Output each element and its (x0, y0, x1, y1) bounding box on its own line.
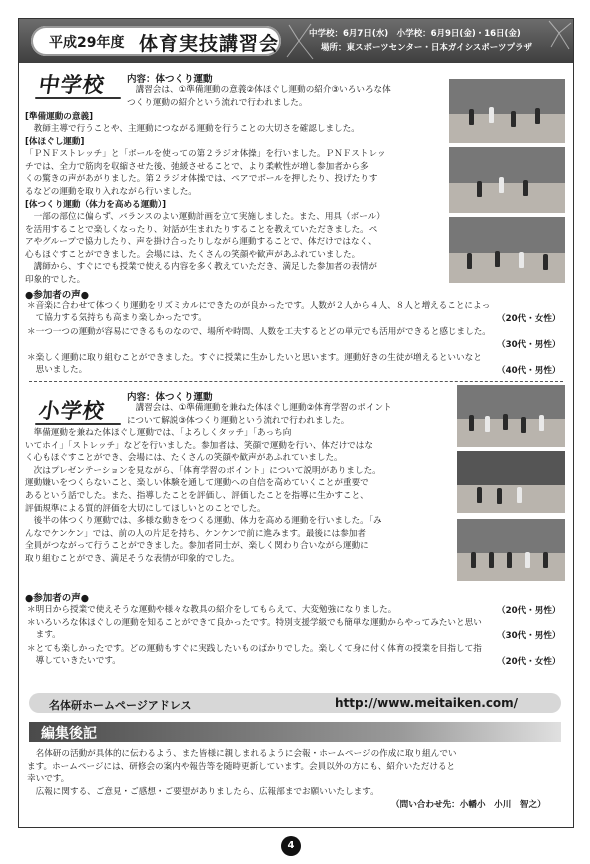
elementary-voice-2: ＊いろいろな体ほぐしの運動を知ることができて良かったです。特別支援学級でも簡単な運動からやってみたいと思い ます。 (27, 618, 482, 640)
homepage-url-link[interactable]: http://www.meitaiken.com/ (335, 696, 519, 710)
elementary-voice-2-attr: （30代・男性） (497, 631, 561, 641)
fitness-heading: [体つくり運動（体力を高める運動）] (25, 200, 167, 210)
junior-high-voice-2-attr: （30代・男性） (497, 340, 561, 350)
elementary-content-title: 内容：体つくり運動 (127, 392, 213, 403)
header-dates: 中学校：6月7日(水) 小学校：6月9日(金)・16日(金) (309, 29, 521, 39)
section-divider (29, 381, 563, 382)
elementary-voice-1-attr: （20代・男性） (497, 606, 561, 616)
header-banner (19, 19, 573, 63)
header-title-box (31, 26, 281, 56)
elementary-voice-3: ＊とても楽しかったです。どの運動もすぐに実践したいものばかりでした。楽しくて身に付く体育の授業を目指して指 導していきたいです。 (27, 644, 482, 666)
elementary-photo-2 (457, 451, 565, 513)
elementary-photo-1 (457, 385, 565, 447)
elementary-voices-title: ●参加者の声● (25, 593, 90, 604)
elementary-body: 準備運動を兼ねた体ほぐし運動では、「よろしくタッチ」「あっち向 いてホイ」「ストレッチ」などを行いました。参加者は、笑顔で運動を行い、体だけではな く心もほぐすことができ、会場には、たくさんの笑顔や歓声があふれていました。 次はプレゼンテーションを見ながら、「体育学習のポイント」について説明がありました。 運動嫌いをつくらないこと、楽しい体験を通して運動への自信を高めていくことが重要で あるという話でした。また、指導したことを評価し、評価したことを指導に生かすこと、 評価規準による質的評価を大切にしてほしいとのことでした。 後半の体つくり運動では、多様な動きをつくる運動、体力を高める運動を行いました。「み んなでケンケン」では、前の人の片足を持ち、ケンケンで前に進みます。最後には参加者 全員がつながって行うことができました。参加者同士が、楽しく関わり合いながら運動に 取り組むことができ、満足そうな表情が印象的でした。 (25, 428, 382, 564)
editorial-body: 名体研の活動が具体的に伝わるよう、また皆様に親しまれるように会報・ホームページの作成に取り組んでい ます。ホームページには、研修会の案内や報告等を随時更新しています。会員以外の方にも、紹介いただけると 幸いです。 広報に関する、ご意見・ご感想・ご要望がありましたら、広報部までお願いいたします。 (27, 749, 457, 797)
junior-high-photo-1 (449, 79, 565, 143)
junior-high-voice-3-attr: （40代・男性） (497, 366, 561, 376)
page-number: 4 (281, 836, 301, 856)
fitness-body: 一部の部位に偏らず、バランスのよい運動計画を立て実施しました。また、用具（ボール） を活用することで楽しくなったり、対話が生まれたりすることを教えていただきました。ペ アやグループで協力したり、声を掛け合ったりしながら運動することで、体だけではなく、 心もほぐすことができました。会場には、たくさんの笑顔や歓声があふれていました。 講師から、すぐにでも授業で使える内容を多く教えていただき、満足した参加者の表情が 印象的でした。 (25, 212, 385, 285)
prep-body: 教師主導で行うことや、主運動につながる運動を行うことの大切さを確認しました。 (25, 124, 360, 134)
elementary-intro: 講習会は、①準備運動を兼ねた体ほぐし運動②体育学習のポイント について解説③体つくり運動という流れで行われました。 (127, 403, 392, 426)
loosen-body: 「ＰＮＦストレッチ」と「ボールを使っての第２ラジオ体操」を行いました。ＰＮＦストレッ チでは、全力で筋肉を収縮させた後、弛緩させることで、より柔軟性が増し参加者から多 くの驚きの声があがりました。第２ラジオ体操では、ペアでボールを押したり、投げたりす るなどの運動を取り入れながら行いました。 (25, 149, 386, 197)
editorial-heading-bar (29, 722, 561, 742)
elementary-voice-1: ＊明日から授業で使えそうな運動や様々な教具の紹介をしてもらえて、大変勉強になりました。 (27, 605, 397, 615)
elementary-logo-underline (35, 423, 121, 425)
elementary-photo-3 (457, 519, 565, 581)
junior-high-voice-3: ＊楽しく運動に取り組むことができました。すぐに授業に生かしたいと思います。運動好きの生徒が増えるといいなと 思いました。 (27, 353, 482, 375)
elementary-logo: 小学校 (37, 398, 107, 423)
junior-high-logo-underline (35, 97, 121, 99)
prep-heading: [準備運動の意義] (25, 112, 94, 122)
junior-high-voices-title: ●参加者の声● (25, 290, 90, 301)
editorial-contact: （問い合わせ先：小幡小 小川 智之） (391, 800, 546, 810)
junior-high-voice-1: ＊音楽に合わせて体つくり運動をリズミカルにできたのが良かったです。人数が２人から４人、８人と増えることによっ て協力する気持ちも高まり楽しかったです。 (27, 301, 491, 323)
editorial-title: 編集後記 (41, 726, 97, 742)
header-year: 平成29年度 (49, 35, 125, 51)
homepage-bar (29, 693, 561, 713)
junior-high-logo: 中学校 (37, 72, 107, 97)
junior-high-photo-3 (449, 217, 565, 283)
header-place: 場所：東スポーツセンター・日本ガイシスポーツプラザ (321, 43, 532, 53)
elementary-voice-3-attr: （20代・女性） (497, 657, 561, 667)
junior-high-voice-2: ＊一つ一つの運動が容易にできるものなので、場所や時間、人数を工夫するとどの単元でも活用ができると感じました。 (27, 327, 491, 337)
junior-high-content-title: 内容：体つくり運動 (127, 74, 213, 85)
homepage-label: 名体研ホームページアドレス (49, 699, 192, 712)
loosen-heading: [体ほぐし運動] (25, 137, 85, 147)
page-frame (18, 18, 574, 828)
junior-high-intro: 講習会は、①準備運動の意義②体ほぐし運動の紹介③いろいろな体 つくり運動の紹介という流れで行われました。 (127, 85, 391, 108)
header-info (309, 27, 532, 55)
junior-high-photo-2 (449, 147, 565, 213)
junior-high-voice-1-attr: （20代・女性） (497, 314, 561, 324)
header-title: 体育実技講習会 (139, 33, 280, 55)
